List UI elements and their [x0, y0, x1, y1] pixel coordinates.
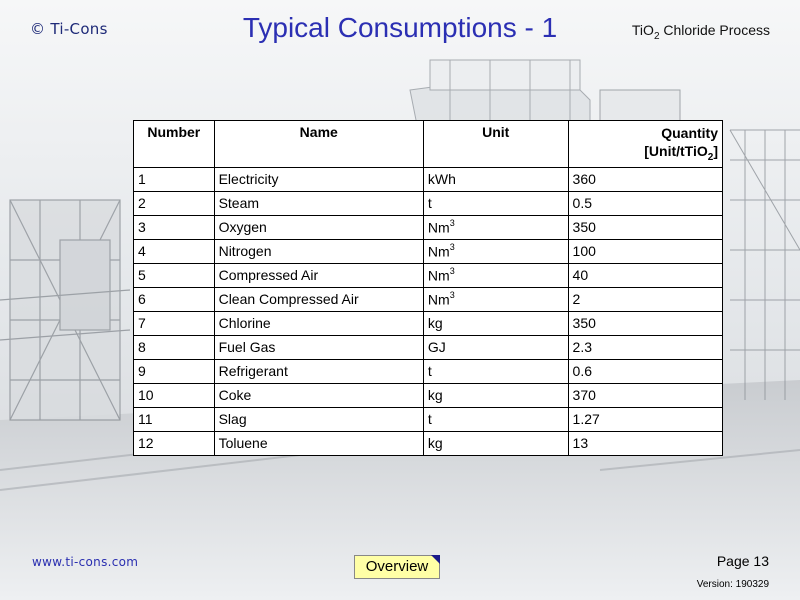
- cell-number: 6: [134, 287, 215, 311]
- cell-name: Nitrogen: [214, 239, 423, 263]
- column-header-name: Name: [214, 121, 423, 168]
- version-label: Version: 190329: [696, 579, 769, 590]
- cell-number: 4: [134, 239, 215, 263]
- table-row: [134, 287, 723, 311]
- cell-quantity: 350: [568, 215, 722, 239]
- cell-name: Chlorine: [214, 311, 423, 335]
- cell-name: Compressed Air: [214, 263, 423, 287]
- column-header-number: Number: [134, 121, 215, 168]
- cell-number: 11: [134, 407, 215, 431]
- overview-button[interactable]: Overview: [354, 555, 440, 579]
- cell-number: 1: [134, 167, 215, 191]
- cell-quantity: 370: [568, 383, 722, 407]
- column-header-quantity: Quantity [Unit/tTiO$_2$]: [568, 121, 722, 168]
- table-row: [134, 359, 723, 383]
- cell-name: Fuel Gas: [214, 335, 423, 359]
- cell-unit: Nm$^3$: [423, 263, 568, 287]
- cell-quantity: 350: [568, 311, 722, 335]
- cell-number: 3: [134, 215, 215, 239]
- cell-unit: kg: [423, 311, 568, 335]
- cell-unit: kg: [423, 431, 568, 455]
- cell-number: 9: [134, 359, 215, 383]
- cell-unit: GJ: [423, 335, 568, 359]
- table-row: [134, 263, 723, 287]
- cell-quantity: 2.3: [568, 335, 722, 359]
- cell-unit: Nm$^3$: [423, 239, 568, 263]
- cell-quantity: 0.6: [568, 359, 722, 383]
- cell-name: Refrigerant: [214, 359, 423, 383]
- table-row: [134, 383, 723, 407]
- cell-name: Steam: [214, 191, 423, 215]
- website-link[interactable]: www.ti-cons.com: [32, 555, 139, 569]
- consumptions-table: [133, 120, 723, 456]
- cell-name: Coke: [214, 383, 423, 407]
- table-row: [134, 191, 723, 215]
- cell-unit: t: [423, 191, 568, 215]
- column-header-unit: Unit: [423, 121, 568, 168]
- cell-unit: Nm$^3$: [423, 215, 568, 239]
- cell-number: 5: [134, 263, 215, 287]
- cell-name: Slag: [214, 407, 423, 431]
- cell-unit: t: [423, 359, 568, 383]
- cell-number: 10: [134, 383, 215, 407]
- cell-unit: t: [423, 407, 568, 431]
- corner-triangle-icon: [431, 555, 440, 564]
- table-row: [134, 431, 723, 455]
- cell-quantity: 0.5: [568, 191, 722, 215]
- cell-number: 2: [134, 191, 215, 215]
- table-row: [134, 239, 723, 263]
- cell-unit: kg: [423, 383, 568, 407]
- process-label: TiO$_2$ Chloride Process: [631, 22, 770, 42]
- cell-number: 7: [134, 311, 215, 335]
- table-row: [134, 311, 723, 335]
- cell-number: 12: [134, 431, 215, 455]
- cell-unit: Nm$^3$: [423, 287, 568, 311]
- cell-quantity: 2: [568, 287, 722, 311]
- page-number: Page 13: [716, 553, 769, 569]
- cell-quantity: 13: [568, 431, 722, 455]
- cell-quantity: 100: [568, 239, 722, 263]
- table-header-row: [134, 121, 723, 168]
- cell-unit: kWh: [423, 167, 568, 191]
- table-row: [134, 407, 723, 431]
- cell-name: Toluene: [214, 431, 423, 455]
- cell-quantity: 1.27: [568, 407, 722, 431]
- cell-number: 8: [134, 335, 215, 359]
- cell-name: Clean Compressed Air: [214, 287, 423, 311]
- cell-name: Electricity: [214, 167, 423, 191]
- cell-name: Oxygen: [214, 215, 423, 239]
- company-logo: © Ti-Cons: [30, 20, 108, 38]
- table-row: [134, 215, 723, 239]
- cell-quantity: 40: [568, 263, 722, 287]
- page-title: Typical Consumptions - 1: [242, 12, 558, 43]
- table-row: [134, 335, 723, 359]
- cell-quantity: 360: [568, 167, 722, 191]
- table-row: [134, 167, 723, 191]
